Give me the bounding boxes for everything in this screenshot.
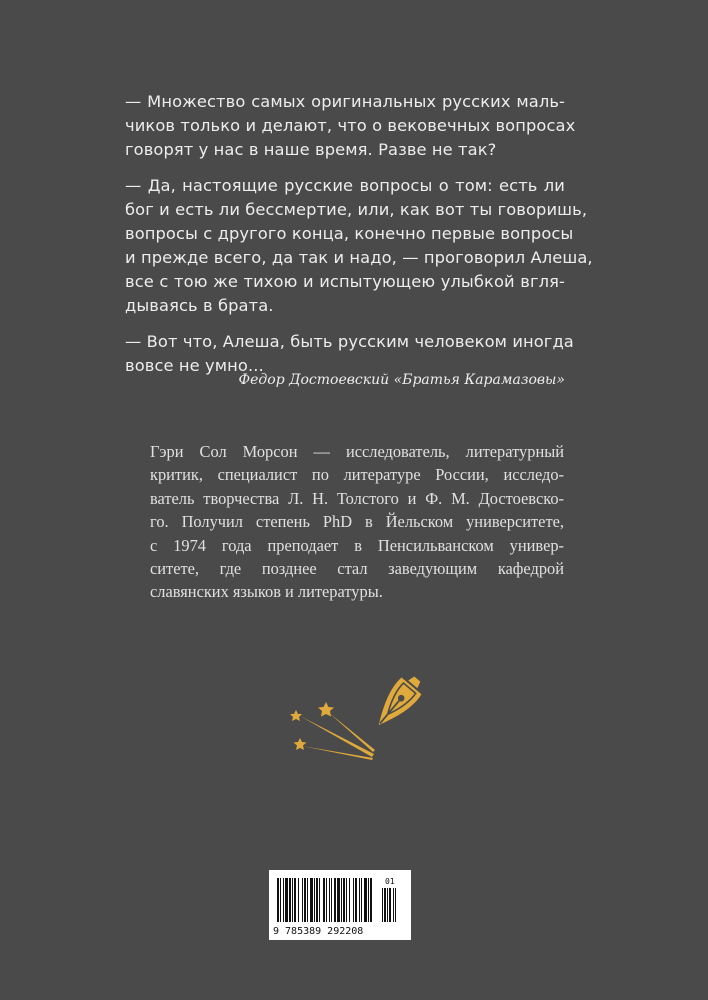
barcode-bar	[334, 878, 336, 922]
quote-line: вовсе не умно...	[125, 356, 264, 375]
barcode-addon-bar	[389, 888, 391, 922]
barcode-bar	[326, 878, 327, 922]
quote-paragraph-1	[125, 90, 576, 162]
barcode-bar	[349, 878, 350, 922]
barcode-addon-bar	[382, 888, 383, 922]
barcode-bar	[307, 878, 308, 922]
bio-line: критик, специалист по литературе России, исследо-	[150, 465, 564, 485]
quote-line: — Множество самых оригинальных русских маль-	[125, 92, 565, 111]
bio-line: ватель творчества Л. Н. Толстого и Ф. М. Достоевско-	[150, 488, 564, 508]
barcode-bar	[331, 878, 332, 922]
epigraph-quote	[125, 90, 593, 390]
barcode-bar	[329, 878, 330, 922]
barcode-bar	[280, 878, 281, 922]
barcode-bar	[355, 878, 357, 922]
barcode-addon-bar	[384, 888, 386, 922]
fountain-pen-nib-with-stars-icon	[282, 672, 424, 768]
barcode-bar	[341, 878, 342, 922]
barcode-bar	[302, 878, 303, 922]
quote-line: все с тою же тихою и испытующею улыбкой вгля-	[125, 272, 565, 291]
quote-attribution: Федор Достоевский «Братья Карамазовы»	[238, 372, 565, 388]
barcode-bar	[319, 878, 320, 922]
barcode-bar	[337, 878, 340, 922]
bio-line: ситете, где позднее стал заведующим кафедрой	[150, 559, 564, 579]
barcode-bar	[370, 878, 372, 922]
quote-line: — Да, настоящие русские вопросы о том: есть ли	[125, 176, 565, 195]
quote-line: дываясь в брата.	[125, 296, 274, 315]
barcode-bar	[343, 878, 345, 922]
barcode-bar	[364, 878, 367, 922]
barcode-addon-bar	[393, 888, 394, 922]
barcode-addon-bar	[395, 888, 396, 922]
barcode-bar	[314, 878, 315, 922]
barcode-addon-digits: 01	[385, 877, 395, 886]
barcode-addon-bar	[387, 888, 388, 922]
barcode-bar	[283, 878, 284, 922]
bio-line: Гэри Сол Морсон — исследователь, литературный	[150, 442, 564, 461]
barcode-bar	[361, 878, 362, 922]
author-bio	[150, 440, 564, 604]
bio-line: славянских языков и литературы.	[150, 582, 383, 602]
barcode-digits: 9 785389 292208	[273, 926, 364, 937]
quote-paragraph-2	[125, 174, 593, 318]
barcode-bar	[353, 878, 354, 922]
quote-line: вопросы с другого конца, конечно первые вопросы	[125, 224, 574, 243]
barcode-bar	[298, 878, 299, 922]
isbn-barcode	[269, 870, 411, 940]
barcode-bar	[285, 878, 288, 922]
barcode-bar	[304, 878, 306, 922]
quote-line: говорят у нас в наше время. Разве не так?	[125, 140, 497, 159]
barcode-bar	[359, 878, 360, 922]
barcode-bar	[294, 878, 296, 922]
quote-line: чиков только и делают, что о вековечных вопросах	[125, 116, 576, 135]
barcode-bar	[292, 878, 293, 922]
barcode-bar	[323, 878, 325, 922]
bio-line: го. Получил степень PhD в Йельском университете,	[150, 512, 564, 532]
barcode-bar	[368, 878, 369, 922]
barcode-bar	[277, 878, 279, 922]
barcode-bar	[346, 878, 347, 922]
quote-line: — Вот что, Алеша, быть русским человеком иногда	[125, 332, 574, 351]
barcode-bar	[310, 878, 313, 922]
quote-line: и прежде всего, да так и надо, — проговорил Алеша,	[125, 248, 593, 267]
quote-line: бог и есть ли бессмертие, или, как вот ты говоришь,	[125, 200, 588, 219]
barcode-bar	[316, 878, 318, 922]
bio-line: с 1974 года преподает в Пенсильванском универ-	[150, 535, 564, 555]
barcode-bar	[289, 878, 291, 922]
